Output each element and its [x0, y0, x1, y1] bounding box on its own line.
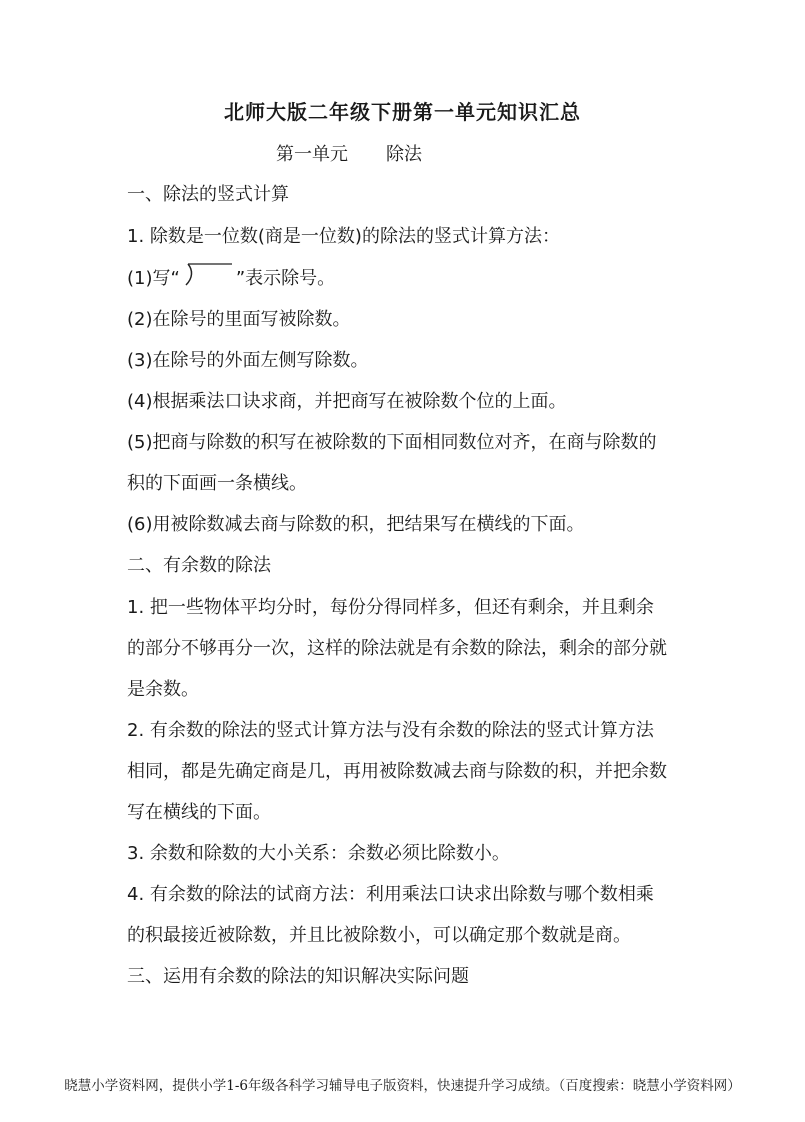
subtitle-unit: 第一单元: [276, 144, 348, 165]
subtitle-topic: 除法: [386, 144, 422, 165]
paragraph-line: 是余数。: [127, 679, 199, 700]
step-1-line: [127, 264, 335, 290]
paragraph-line: 4. 有余数的除法的试商方法：利用乘法口诀求出除数与哪个数相乘: [127, 884, 654, 905]
paragraph-line: 3. 余数和除数的大小关系：余数必须比除数小。: [127, 843, 510, 864]
paragraph-line: (2)在除号的里面写被除数。: [127, 309, 351, 330]
document-title: 北师大版二年级下册第一单元知识汇总: [224, 100, 581, 124]
step-1-prefix: (1)写“: [127, 268, 180, 289]
paragraph-line: 相同，都是先确定商是几，再用被除数减去商与除数的积，并把余数: [127, 761, 667, 782]
paragraph-line: 积的下面画一条横线。: [127, 473, 307, 494]
paragraph-line: (3)在除号的外面左侧写除数。: [127, 350, 369, 371]
section-heading-1: 一、除法的竖式计算: [127, 184, 289, 205]
paragraph-line: (5)把商与除数的积写在被除数的下面相同数位对齐，在商与除数的: [127, 432, 657, 453]
section-heading-3: 三、运用有余数的除法的知识解决实际问题: [127, 966, 469, 987]
paragraph-line: 的积最接近被除数，并且比被除数小，可以确定那个数就是商。: [127, 925, 631, 946]
paragraph-line: 的部分不够再分一次，这样的除法就是有余数的除法，剩余的部分就: [127, 638, 667, 659]
paragraph-line: (4)根据乘法口诀求商，并把商写在被除数个位的上面。: [127, 391, 567, 412]
paragraph-line: 1. 把一些物体平均分时，每份分得同样多，但还有剩余，并且剩余: [127, 597, 654, 618]
paragraph-line: 2. 有余数的除法的竖式计算方法与没有余数的除法的竖式计算方法: [127, 720, 654, 741]
division-sign-icon: [180, 266, 236, 288]
paragraph-line: 写在横线的下面。: [127, 802, 271, 823]
step-1-suffix: ”表示除号。: [235, 268, 336, 289]
section-heading-2: 二、有余数的除法: [127, 555, 271, 576]
paragraph-line: 1. 除数是一位数(商是一位数)的除法的竖式计算方法：: [127, 226, 560, 247]
page-footer: 晓慧小学资料网，提供小学1-6年级各科学习辅导电子版资料，快速提升学习成绩。（百度搜索：晓慧小学资料网）: [64, 1078, 741, 1094]
paragraph-line: (6)用被除数减去商与除数的积，把结果写在横线的下面。: [127, 514, 585, 535]
document-subtitle: [276, 140, 422, 166]
